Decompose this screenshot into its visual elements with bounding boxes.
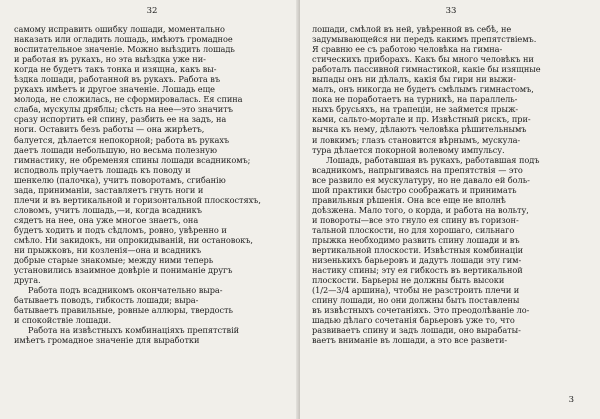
text-line: низенькихъ барьеровъ и дадутъ лошади эту гим- <box>312 255 522 266</box>
right-page-number: 33 <box>445 6 457 16</box>
text-line: балуется, дѣлается непокорной; работа въ рукахъ <box>14 134 230 145</box>
text-line: Работа подъ всадникомъ окончательно выра- <box>28 285 223 296</box>
text-line: молода, не сложилась, не сформировалась. Ея спина <box>14 94 243 105</box>
text-line: самому исправить ошибку лошади, моментально <box>14 24 225 34</box>
text-line: задумывающейся ни передъ какимъ препятствіемъ. <box>312 34 537 45</box>
text-line: сразу испортить ей спину, разбить ее на задъ, на <box>14 114 227 125</box>
text-line: исподволь пріучаетъ лошадь къ поводу и <box>14 164 191 175</box>
text-line: Работа на извѣстныхъ комбинаціяхъ препятствій <box>28 325 240 336</box>
text-line: батываетъ поводъ, гибкость лошади; выра- <box>14 295 199 306</box>
text-line: ноги. Оставить безъ работы — она жирѣетъ, <box>14 124 205 135</box>
text-line: все развило ея мускулатуру, но не давало ей боль- <box>312 174 530 185</box>
text-line: плоскости. Барьеры не должны быть высоки <box>312 275 505 286</box>
text-line: доѣзжена. Мало того, о корда, и работа на вольту, <box>312 204 529 215</box>
text-line: ныхъ брусьяхъ, на трапеціи, не займется прыж- <box>312 104 519 115</box>
text-line: вертикальной плоскости. Извѣстныя комбинаціи <box>312 245 524 256</box>
text-line: въ извѣстныхъ сочетаніяхъ. Это преодолѣваніе ло- <box>312 305 530 316</box>
text-line: (1/2—3/4 аршина), чтобы не разстроить плечи и <box>312 285 520 296</box>
text-line: сядетъ на нее, она уже многое знаетъ, она <box>14 214 199 225</box>
text-line: слаба, мускулы дряблы; сѣсть на нее—это значитъ <box>14 104 233 115</box>
text-line: ваетъ вниманіе въ лошади, а это все развети- <box>312 335 508 346</box>
text-line: даетъ лошади небольшую, но весьма полезную <box>14 144 217 155</box>
text-line: правильныя рѣшенія. Она все еще не вполнѣ <box>312 194 506 205</box>
text-line: Я сравню ее съ работою человѣка на гимна- <box>312 44 503 55</box>
text-line: шадью дѣлаго сочетанія барьеровъ уже то, что <box>312 315 515 326</box>
signature-mark: 3 <box>568 395 574 405</box>
text-line: выпады онъ ни дѣлалъ, какія бы гири ни выжи- <box>312 74 516 85</box>
text-line: стическихъ приборахъ. Какъ бы много человѣкъ ни <box>312 54 534 65</box>
right-page-text <box>312 24 590 346</box>
left-page <box>0 0 299 419</box>
text-line: будетъ ходить и подъ сѣдломъ, ровно, увѣренно и <box>14 224 227 235</box>
text-line: гимнастику, не обременяя спины лошади всадникомъ; <box>14 154 251 165</box>
text-line: развиваетъ спину и задъ лошади, оно вырабаты- <box>312 325 521 336</box>
left-page-text <box>14 24 290 346</box>
text-line: ками, сальто-мортале и пр. Извѣстный рискъ, при- <box>312 114 531 125</box>
text-line: когда не будетъ такъ тонка и изящна, какъ вы- <box>14 64 217 75</box>
text-line: Лошадь, работавшая въ рукахъ, работавшая подъ <box>326 154 540 165</box>
text-line: работалъ пассивной гимнастикой, какіе бы изящные <box>312 64 541 75</box>
text-line: ни прыжковъ, ни козленія—она и всадникъ <box>14 245 202 256</box>
text-line: и повороты—все это гнуло ея спину въ горизон- <box>312 214 519 225</box>
text-line: и работая въ рукахъ, но эта выѣздка уже ни- <box>14 54 206 65</box>
text-line: друга. <box>14 275 41 286</box>
text-line: воспитательное значеніе. Можно выѣздить лошадь <box>14 44 235 55</box>
text-line: вычка къ нему, дѣлаютъ человѣка рѣшительнымъ <box>312 124 527 135</box>
text-line: прыжка необходимо развить спину лошади и въ <box>312 234 520 245</box>
text-line: малъ, онъ никогда не будетъ смѣлымъ гимнастомъ, <box>312 84 534 95</box>
text-line: смѣло. Ни закидокъ, ни опрокидываній, ни остановокъ, <box>14 234 253 245</box>
text-line: спину лошади, но они должны быть поставлены <box>312 295 520 306</box>
text-line: наказать или огладить лошадь, имѣютъ громадное <box>14 34 233 45</box>
text-line: плечи и въ вертикальной и горизонтальной плоскостяхъ, <box>14 194 261 205</box>
text-line: тура дѣлается покорной волевому импульсу. <box>312 144 505 155</box>
text-line: и ловкимъ; глазъ становится вѣрнымъ, мускула- <box>312 134 521 145</box>
text-line: тальной плоскости, но для хорошаго, сильнаго <box>312 224 515 235</box>
text-line: зада, приниманіи, заставляетъ гнуть ноги и <box>14 184 204 195</box>
text-line: и спокойствіе лошади. <box>14 315 112 326</box>
text-line: имѣетъ громадное значеніе для выработки <box>14 335 200 346</box>
text-line: добрые старые знакомые; между ними теперь <box>14 255 214 266</box>
text-line: батываетъ правильные, ровные аллюры, твердость <box>14 305 233 316</box>
text-line: установились взаимное довѣріе и пониманіе другъ <box>14 265 233 276</box>
left-page-number: 32 <box>146 6 158 16</box>
text-line: словомъ, учитъ лошадь,—и, когда всадникъ <box>14 204 202 215</box>
right-page <box>300 0 600 419</box>
text-line: настику спины; эту ея гибкость въ вертикальной <box>312 265 523 276</box>
text-line: рукахъ имѣетъ и другое значеніе. Лошадь еще <box>14 84 215 95</box>
text-line: шой практики быстро соображать и принимать <box>312 184 517 195</box>
text-line: лошади, смѣлой въ ней, увѣренной въ себѣ, не <box>312 24 512 34</box>
text-line: ѣздка лошади, работанной въ рукахъ. Работа въ <box>14 74 221 85</box>
text-line: пока не поработаетъ на турникѣ, на параллель- <box>312 94 518 105</box>
text-line: всадникомъ, напрыгиваясь на препятствія — это <box>312 164 523 175</box>
text-line: шенкелю (палочка), учитъ поворотамъ, сгибанію <box>14 174 226 185</box>
